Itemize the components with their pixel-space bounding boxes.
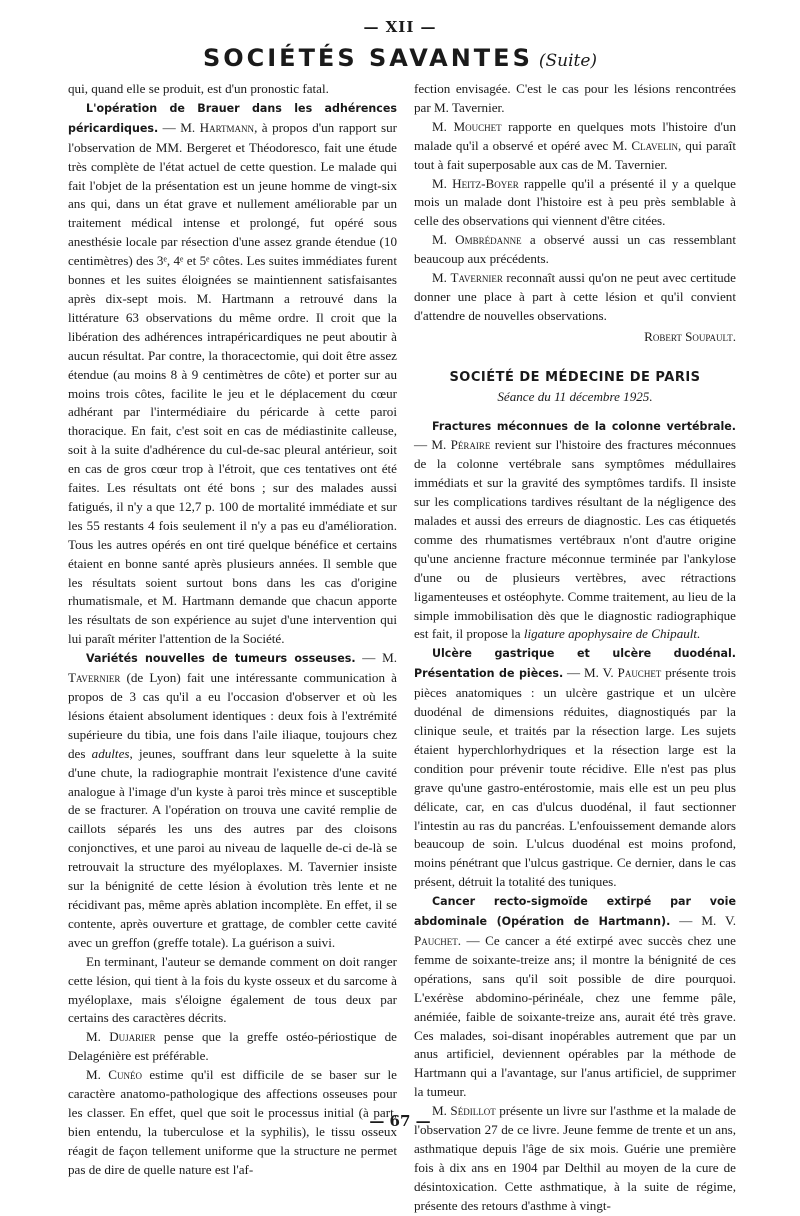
section-title: SOCIÉTÉ DE MÉDECINE DE PARIS — [449, 369, 701, 385]
running-header — [0, 44, 800, 72]
author-name: Hartmann — [199, 119, 255, 135]
paragraph: Cancer recto-sigmoïde extirpé par voie abdominale (Opération de Hartmann). — M. V. Pauchet. — Ce cancer a été extirpé avec succès chez une femme de soixante-treize ans; il montre la bénignité de ces opérations, sans qu'il soit possible de dire pourquoi. L'exérèse abdomino-périnéale, chez une femme pâle, anémiée, faible de soixante-treize ans, aurait été très grave. Ces malades, soi-disant inopérables autrement que par un anus artificiel, deviennent opérables par la méthode de Hartmann qui a l'avantage, sur l'anus artificiel, de supprimer la tumeur. — [414, 895, 736, 1100]
author-name: Clavelin — [631, 137, 678, 153]
signature: Robert Soupault. — [644, 328, 736, 344]
page-number: — 67 — — [369, 1112, 431, 1130]
emphasis: adultes — [91, 745, 130, 761]
paragraph: fection envisagée. C'est le cas pour les lésions rencontrées par M. Tavernier. — [414, 81, 736, 115]
header-suite: (Suite) — [538, 51, 598, 71]
author-name: Tavernier — [68, 670, 121, 686]
author-name: Cunéo — [108, 1067, 142, 1083]
author-name: Dujarier — [109, 1029, 156, 1045]
author-name: Péraire — [450, 437, 491, 453]
paragraph: M. Mouchet rapporte en quelques mots l'histoire d'un malade qu'il a observé et opéré avec M. Clavelin, qui paraît tout à fait superposable aux cas de M. Tavernier. — [414, 118, 736, 172]
paragraph: M. Ombrédanne a observé aussi un cas ressemblant beaucoup aux précédents. — [414, 232, 736, 267]
section-subtitle: Séance du 11 décembre 1925. — [497, 388, 653, 404]
paragraph: Ulcère gastrique et ulcère duodénal. Présentation de pièces. — M. V. Pauchet présente trois pièces anatomiques : un ulcère gastrique et un ulcère duodénal de dimensions réduites, diagnostiqués par la clinique seule, et traités par la résection large. Les sujets étaient hyperchlorhydriques et la résection large est la condition pour prévenir toute récidive. Elle n'est pas plus grave qu'une gastro-entérostomie, mais elle est un peu plus délicate, car, en cas d'ulcus duodénal, il faut sectionner l'intestin au ras du pancréas. L'enfouissement demande alors beaucoup de soin. L'ulcus duodénal est moins profond, moins pénétrant que l'ulcus gastrique. Ce dernier, dans le cas présent, détruit la totalité des tuniques. — [414, 647, 736, 890]
roman-page-number: — XII — — [363, 18, 437, 36]
left-column — [68, 80, 397, 1180]
paragraph: M. Tavernier reconnaît aussi qu'on ne peut avec certitude donner une place à part à cette lésion et qu'il convient d'attendre de nouvelles observations. — [414, 270, 736, 323]
paragraph: M. Dujarier pense que la greffe ostéo-périostique de Delagénière est préférable. — [68, 1029, 397, 1064]
paragraph: Variétés nouvelles de tumeurs osseuses. — M. Tavernier (de Lyon) fait une intéressante communication à propos de 3 cas qu'il a eu l'occasion d'observer et où les lésions étaient absolument identiques : deux fois à l'extrémité supérieure du tibia, une fois dans l'aile iliaque, toujours chez des adultes, jeunes, souffrant dans leur squelette à la suite d'une chute, la radiographie montrait l'existence d'une cavité analogue à l'image d'un kyste à paroi très mince et susceptible de se fracturer. A l'opération on trouva une cavité remplie de caillots séparés les uns des autres par des cloisons conjonctives, et une paroi au niveau de laquelle de-ci de-là se retrouvait la structure des myéloplaxes. M. Tavernier insiste sur la bénignité de cette lésion à évolution très lente et ne récidivant pas, même après ablation incomplète. En effet, il se contente, après ouverture et grattage, de combler cette cavité avec un greffon (greffe totale). La guérison a suivi. — [68, 650, 397, 950]
author-name: Pauchet — [414, 932, 458, 948]
paragraph: M. Cunéo estime qu'il est difficile de se baser sur le caractère anatomo-pathologique des affections osseuses pour les classer. En effet, quel que soit le processus initial (à part, bien entendu, la tuberculose et la syphilis), le tissu osseux réagit de façon tellement uniforme que la structure ne permet pas de dire de quelle nature est l'af- — [68, 1067, 397, 1177]
paragraph: Fractures méconnues de la colonne vertébrale. — M. Péraire revient sur l'histoire des fractures méconnues de la colonne vertébrale sans symptômes médullaires immédiats et sur la gravité des symptômes tardifs. Il insiste sur les complications tardives résultant de la négligence des malades et aussi des erreurs de diagnostic. Les cas étiquetés comme des rhumatismes vertébraux n'ont d'autre origine qu'une ancienne fracture méconnue terminée par l'ankylose d'une ou de plusieurs vertèbres, avec rétractions ligamenteuses et ostéophyte. Comme traitement, au lieu de la simple immobilisation dès que le diagnostic radiographique est fait, il propose la ligature apophysaire de Chipault. — [414, 419, 737, 642]
author-name: Pauchet — [617, 665, 662, 681]
author-name: Sédillot — [450, 1103, 496, 1119]
emphasis: ligature apophysaire de Chipault. — [523, 626, 701, 642]
subsection-heading: Variétés nouvelles de tumeurs osseuses. — [86, 652, 356, 666]
subsection-heading: Ulcère gastrique et ulcère duodénal. Présentation de pièces. — [414, 647, 736, 681]
header-title: SOCIÉTÉS SAVANTES — [202, 44, 533, 72]
paragraph: qui, quand elle se produit, est d'un pronostic fatal. — [68, 81, 329, 96]
subsection-heading: Cancer recto-sigmoïde extirpé par voie abdominale (Opération de Hartmann). — [414, 895, 736, 929]
paragraph: En terminant, l'auteur se demande comment on doit ranger cette lésion, qui tient à la fois du kyste osseux et du sarcome à myéloplaxe, mais s'éloigne également de tous deux par certains des caractères décrits. — [68, 953, 397, 1026]
paragraph: M. Sédillot présente un livre sur l'asthme et la malade de l'observation 27 de ce livre. Jeune femme de trente et un ans, asthmatique depuis l'âge de six mois. Guérie une première fois à dix ans en 1904 par Delthil au moyen de la cure de désintoxication. Cette asthmatique, à la suite de régime, présente des retours d'asthme à vingt- — [414, 1103, 736, 1213]
author-name: Mouchet — [453, 118, 502, 134]
author-name: Ombrédanne — [455, 232, 522, 248]
paragraph: L'opération de Brauer dans les adhérences péricardiques. — M. Hartmann, à propos d'un rapport sur l'observation de MM. Bergeret et Théodoresco, fait une étude très complète de l'état actuel de cette question. Le malade qui fait l'objet de la présentation est un jeune homme de vingt-six ans qui, dans un état grave et nullement améliorable par un traitement médical intense et prolongé, fut opéré sous anesthésie locale par résection d'une assez grande étendue (10 centimètres) des 3ᵉ, 4ᵉ et 5ᵉ côtes. Les suites immédiates furent bonnes et les suites éloignées se maintiennent satisfaisantes après dix-sept mois. M. Hartmann a retrouvé dans la littérature 63 observations du même ordre. Il croit que la libération des adhérences intrapéricardiques ne peut aboutir à aucun résultat. Par contre, la thoracectomie, qui doit être assez étendue (au moins 8 à 9 centimètres de côte) et porter sur au moins trois côtes, facilite le jeu et le déplacement du cœur adhérant par l'intermédiaire du péricarde à cette paroi thoracique. En fait, c'est soit en cas de médiastinite calleuse, soit à la suite d'adhérence du cul-de-sac pleural antérieur, soit en cas de gros cœur trop à l'étroit, que ces tentatives ont été faites. Les résultats ont été bons ; sur des malades aussi fatigués, il n'y a que 12,7 p. 100 de mortalité immédiate et sur les 55 restants 4 fois seulement il n'y a pas eu d'amélioration. Tous les autres opérés en ont tiré quelque bénéfice et certains étaient en bonne santé après plusieurs années. Il semble que les résultats soient surtout bons dans les cas d'origine rhumatismale, et M. Hartmann demande que chacun apporte les résultats de son expérience au sujet d'une intervention qui lui paraît mériter l'attention de la Société. — [68, 101, 397, 647]
paragraph: M. Heitz-Boyer rappelle qu'il a présenté il y a quelque mois un malade dont l'histoire est à peu près semblable à celle des observations qui viennent d'être citées. — [414, 175, 736, 229]
subsection-heading: L'opération de Brauer dans les adhérences péricardiques. — [68, 101, 397, 135]
subsection-heading: Fractures méconnues de la colonne vertébrale. — [432, 419, 736, 433]
author-name: Tavernier — [450, 270, 503, 286]
author-name: Heitz-Boyer — [452, 175, 519, 191]
right-column — [414, 80, 736, 1216]
